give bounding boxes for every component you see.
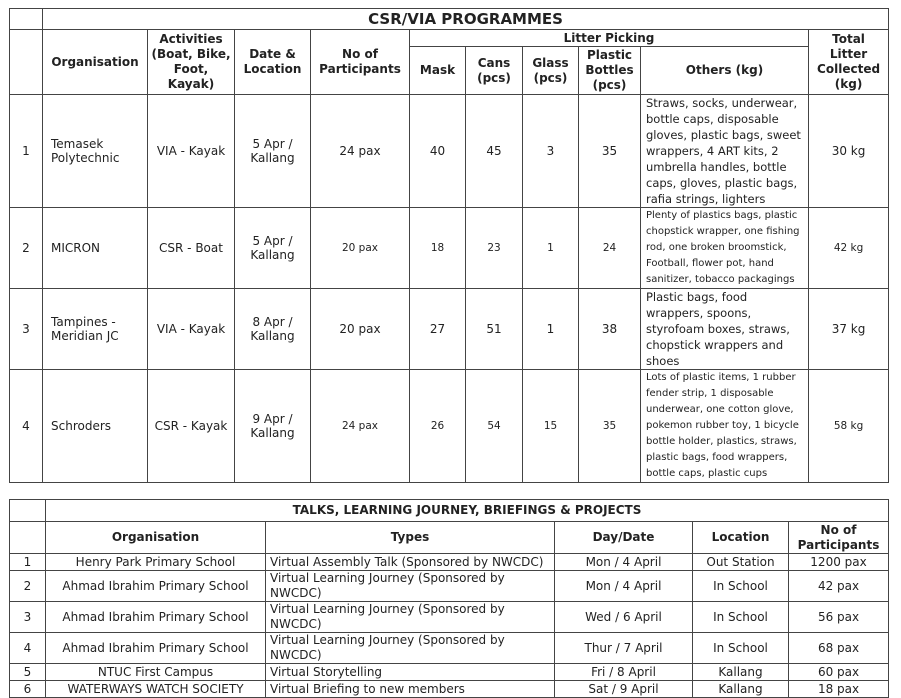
location-header: Location [693,522,789,554]
table-row [10,554,889,571]
plastic-cell: 24 [579,208,641,289]
participants-header: No of Participants [311,30,410,95]
cans-cell: 45 [466,95,523,208]
mask-cell: 40 [410,95,466,208]
date-cell: Thur / 7 April [555,633,693,664]
location-cell: In School [693,571,789,602]
glass-cell: 1 [523,289,579,370]
others-cell: Lots of plastic items, 1 rubber fender strip, 1 disposable underwear, one cotton glove, pokemon rubber toy, 1 bicycle bottle holder, plastics, straws, plastic bags, food wrappers, bottle caps, plastic cups [641,370,809,483]
organisation-cell: Schroders [43,370,148,483]
date-cell: Wed / 6 April [555,602,693,633]
date-cell: 8 Apr / Kallang [235,289,311,370]
type-cell: Virtual Assembly Talk (Sponsored by NWCDC) [266,554,555,571]
organisation-cell: Temasek Polytechnic [43,95,148,208]
participants-cell: 60 pax [789,664,889,681]
organisation-cell: WATERWAYS WATCH SOCIETY [46,681,266,698]
participants-cell: 24 pax [311,370,410,483]
organisation-cell: Tampines - Meridian JC [43,289,148,370]
cans-header: Cans (pcs) [466,47,523,95]
table-row [10,664,889,681]
corner-cell [10,9,43,30]
row-number: 1 [10,554,46,571]
date-cell: 5 Apr / Kallang [235,208,311,289]
corner-cell [10,500,46,522]
participants-cell: 18 pax [789,681,889,698]
others-cell: Plenty of plastics bags, plastic chopstick wrapper, one fishing rod, one broken broomstick, Football, flower pot, hand sanitizer, tobacco packagings [641,208,809,289]
talks-title: TALKS, LEARNING JOURNEY, BRIEFINGS & PROJECTS [46,500,889,522]
activity-cell: CSR - Kayak [148,370,235,483]
date-cell: Mon / 4 April [555,554,693,571]
no-header [10,522,46,554]
row-number: 3 [10,602,46,633]
date-cell: 5 Apr / Kallang [235,95,311,208]
activity-cell: VIA - Kayak [148,289,235,370]
date-location-header: Date & Location [235,30,311,95]
row-number: 5 [10,664,46,681]
table-row [10,571,889,602]
type-cell: Virtual Learning Journey (Sponsored by NWCDC) [266,633,555,664]
glass-cell: 3 [523,95,579,208]
table-row [10,602,889,633]
others-cell: Plastic bags, food wrappers, spoons, styrofoam boxes, straws, chopstick wrappers and shoes [641,289,809,370]
mask-header: Mask [410,47,466,95]
type-cell: Virtual Learning Journey (Sponsored by NWCDC) [266,602,555,633]
row-number: 4 [10,633,46,664]
organisation-cell: Ahmad Ibrahim Primary School [46,602,266,633]
total-cell: 42 kg [809,208,889,289]
participants-cell: 20 pax [311,208,410,289]
activity-cell: VIA - Kayak [148,95,235,208]
activities-header: Activities (Boat, Bike, Foot, Kayak) [148,30,235,95]
participants-cell: 24 pax [311,95,410,208]
table-row [10,289,889,370]
organisation-cell: MICRON [43,208,148,289]
cans-cell: 23 [466,208,523,289]
organisation-header: Organisation [43,30,148,95]
activity-cell: CSR - Boat [148,208,235,289]
row-number: 2 [10,571,46,602]
total-header: Total Litter Collected (kg) [809,30,889,95]
participants-cell: 20 pax [311,289,410,370]
mask-cell: 18 [410,208,466,289]
organisation-cell: Henry Park Primary School [46,554,266,571]
plastic-header: Plastic Bottles (pcs) [579,47,641,95]
mask-cell: 27 [410,289,466,370]
date-cell: Sat / 9 April [555,681,693,698]
glass-cell: 1 [523,208,579,289]
participants-cell: 56 pax [789,602,889,633]
talks-table [9,499,889,698]
glass-cell: 15 [523,370,579,483]
participants-cell: 68 pax [789,633,889,664]
types-header: Types [266,522,555,554]
row-number: 1 [10,95,43,208]
organisation-cell: Ahmad Ibrahim Primary School [46,571,266,602]
location-cell: Out Station [693,554,789,571]
cans-cell: 54 [466,370,523,483]
row-number: 3 [10,289,43,370]
row-number: 2 [10,208,43,289]
participants-header: No of Participants [789,522,889,554]
glass-header: Glass (pcs) [523,47,579,95]
date-cell: Fri / 8 April [555,664,693,681]
type-cell: Virtual Briefing to new members [266,681,555,698]
type-cell: Virtual Storytelling [266,664,555,681]
no-header [10,30,43,95]
date-cell: Mon / 4 April [555,571,693,602]
day-date-header: Day/Date [555,522,693,554]
litter-picking-header: Litter Picking [410,30,809,47]
cans-cell: 51 [466,289,523,370]
plastic-cell: 35 [579,95,641,208]
row-number: 6 [10,681,46,698]
table-row [10,95,889,208]
csr-title: CSR/VIA PROGRAMMES [43,9,889,30]
participants-cell: 1200 pax [789,554,889,571]
table-row [10,681,889,698]
others-header: Others (kg) [641,47,809,95]
location-cell: Kallang [693,681,789,698]
plastic-cell: 38 [579,289,641,370]
type-cell: Virtual Learning Journey (Sponsored by NWCDC) [266,571,555,602]
location-cell: Kallang [693,664,789,681]
mask-cell: 26 [410,370,466,483]
others-cell: Straws, socks, underwear, bottle caps, disposable gloves, plastic bags, sweet wrappers, 4 ART kits, 2 umbrella handles, bottle caps, gloves, plastic bags, rafia strings, lighters [641,95,809,208]
total-cell: 37 kg [809,289,889,370]
participants-cell: 42 pax [789,571,889,602]
table-row [10,370,889,483]
organisation-cell: NTUC First Campus [46,664,266,681]
csr-via-table [9,8,889,483]
location-cell: In School [693,602,789,633]
total-cell: 30 kg [809,95,889,208]
date-cell: 9 Apr / Kallang [235,370,311,483]
location-cell: In School [693,633,789,664]
plastic-cell: 35 [579,370,641,483]
organisation-header: Organisation [46,522,266,554]
total-cell: 58 kg [809,370,889,483]
table-row [10,208,889,289]
organisation-cell: Ahmad Ibrahim Primary School [46,633,266,664]
row-number: 4 [10,370,43,483]
table-row [10,633,889,664]
